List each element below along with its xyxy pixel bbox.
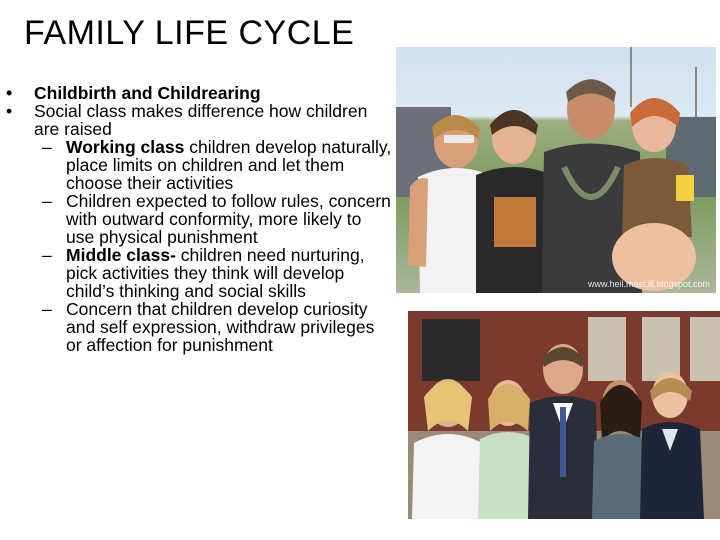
sub-bullet-item [0, 246, 392, 300]
working-class-family-illustration [396, 47, 716, 293]
bullet-text: Childbirth and Childrearing [34, 83, 261, 103]
sub-bullet-text: children develop naturally, place limits on children and let them choose their activities [66, 137, 392, 193]
middle-class-family-photo [408, 311, 720, 519]
sub-bullet-text: children need nurturing, pick activities they think will develop child’s thinking and social skills [66, 245, 365, 301]
dash-icon: – [42, 245, 52, 265]
slide-title: FAMILY LIFE CYCLE [24, 14, 355, 52]
bullet-dot-icon: • [6, 101, 13, 121]
sub-bullet-text: Children expected to follow rules, concern with outward conformity, more likely to use physical punishment [66, 191, 391, 247]
photo-watermark: www.heil.mast.ill.blogspot.com [587, 279, 710, 289]
bullet-dot-icon: • [6, 83, 13, 103]
sub-bullet-item [0, 192, 392, 246]
dash-icon: – [42, 137, 52, 157]
sub-bullet-bold: Working class [66, 137, 185, 157]
bullet-item [0, 84, 392, 102]
sub-bullet-item [0, 300, 392, 354]
middle-class-family-illustration [408, 311, 720, 519]
dash-icon: – [42, 299, 52, 319]
working-class-family-photo [396, 47, 716, 293]
bullet-item [0, 102, 392, 138]
sub-bullet-text: Concern that children develop curiosity and self expression, withdraw privileges or affection for punishment [66, 299, 375, 355]
sub-bullet-bold: Middle class- [66, 245, 176, 265]
dash-icon: – [42, 191, 52, 211]
slide-content [0, 84, 392, 354]
sub-bullet-item [0, 138, 392, 192]
bullet-text: Social class makes difference how children are raised [34, 101, 368, 139]
